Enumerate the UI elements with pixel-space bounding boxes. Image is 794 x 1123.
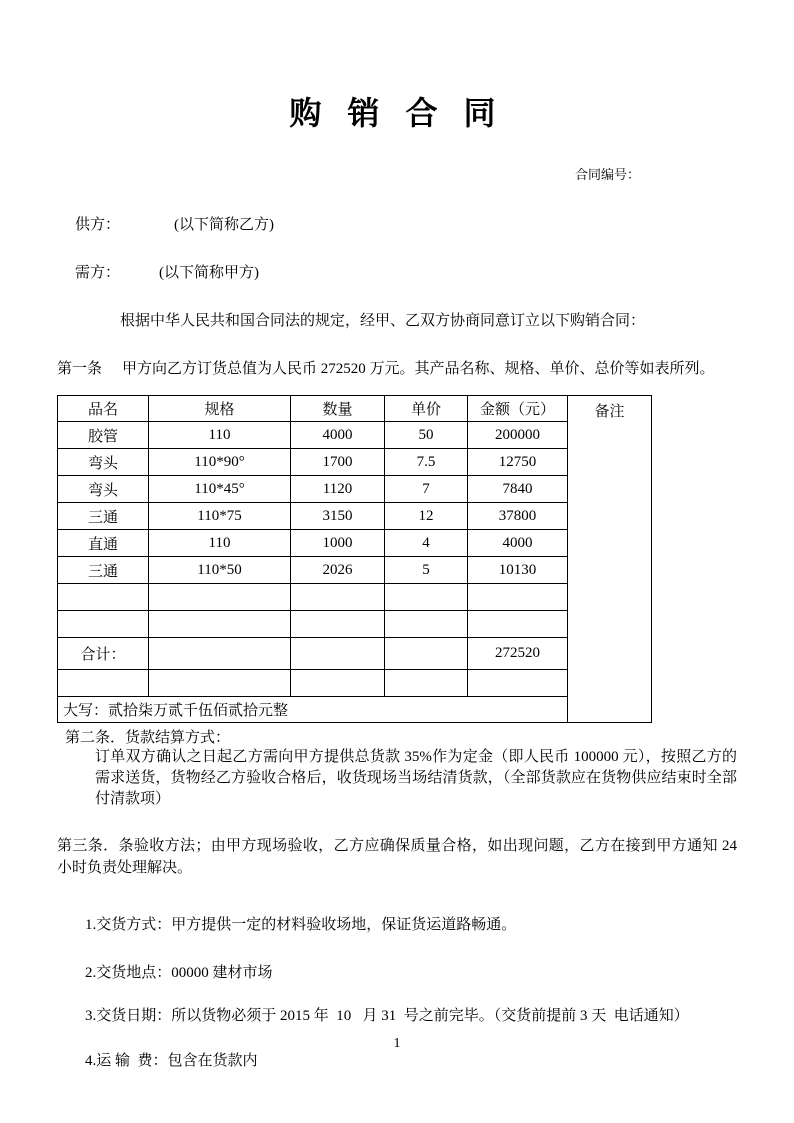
header-spec: 规格 xyxy=(149,396,291,422)
table-cell: 三通 xyxy=(58,503,149,530)
amount-in-words-row xyxy=(58,697,652,723)
table-cell xyxy=(58,611,149,638)
page-number: 1 xyxy=(393,1036,401,1051)
header-remark: 备注 xyxy=(568,396,652,723)
table-cell xyxy=(468,611,568,638)
table-cell xyxy=(468,670,568,697)
table-cell: 5 xyxy=(385,557,468,584)
table-cell xyxy=(291,670,385,697)
table-cell: 110*50 xyxy=(149,557,291,584)
table-cell xyxy=(291,611,385,638)
table-cell xyxy=(468,584,568,611)
table-cell xyxy=(149,638,291,670)
article2-label: 第二条．货款结算方式： xyxy=(65,730,231,746)
table-cell: 110 xyxy=(149,422,291,449)
table-row xyxy=(58,670,652,697)
table-row xyxy=(58,530,652,557)
table-cell: 272520 xyxy=(468,638,568,670)
table-cell: 1700 xyxy=(291,449,385,476)
header-product-name: 品名 xyxy=(58,396,149,422)
table-cell: 200000 xyxy=(468,422,568,449)
table-cell: 三通 xyxy=(58,557,149,584)
table-cell xyxy=(385,638,468,670)
table-cell: 7840 xyxy=(468,476,568,503)
table-cell xyxy=(149,670,291,697)
table-row xyxy=(58,611,652,638)
table-row xyxy=(58,557,652,584)
table-cell: 4000 xyxy=(468,530,568,557)
table-row xyxy=(58,584,652,611)
table-cell: 4 xyxy=(385,530,468,557)
table-cell: 12750 xyxy=(468,449,568,476)
article2-body: 订单双方确认之日起乙方需向甲方提供总货款 35%作为定金（即人民币 100000 元），按照乙方的需求送货，货物经乙方验收合格后，收货现场当场结清货款，（全部货款应在货物供应结束时全部付清款项） xyxy=(95,749,737,807)
table-cell: 7 xyxy=(385,476,468,503)
delivery-place-item: 2.交货地点：00000 建材市场 xyxy=(85,964,273,981)
supplier-note: (以下简称乙方) xyxy=(174,217,275,233)
article1-text: 甲方向乙方订货总值为人民币 272520 万元。其产品名称、规格、单价、总价等如表所列。 xyxy=(122,361,715,377)
table-cell xyxy=(291,584,385,611)
table-row xyxy=(58,449,652,476)
table-cell: 弯头 xyxy=(58,476,149,503)
header-quantity: 数量 xyxy=(291,396,385,422)
goods-table xyxy=(57,395,652,723)
table-cell: 110*90° xyxy=(149,449,291,476)
document-title: 购 销 合 同 xyxy=(289,95,505,131)
table-cell xyxy=(58,670,149,697)
table-cell: 110*75 xyxy=(149,503,291,530)
delivery-method-item: 1.交货方式：甲方提供一定的材料验收场地，保证货运道路畅通。 xyxy=(85,916,517,933)
table-row xyxy=(58,422,652,449)
table-cell: 合计： xyxy=(58,638,149,670)
table-cell xyxy=(58,584,149,611)
table-cell xyxy=(385,584,468,611)
table-cell: 50 xyxy=(385,422,468,449)
goods-table-body xyxy=(58,396,652,723)
table-cell: 1120 xyxy=(291,476,385,503)
delivery-date-item: 3.交货日期：所以货物必须于 2015 年 10 月 31 号之前完毕。（交货前提前 3 天 电话通知） xyxy=(85,1007,689,1024)
contract-number-label: 合同编号： xyxy=(575,167,641,182)
freight-fee-item: 4.运 输 费：包含在货款内 xyxy=(85,1052,258,1069)
table-row xyxy=(58,503,652,530)
table-cell xyxy=(385,670,468,697)
table-cell: 2026 xyxy=(291,557,385,584)
article1-paragraph xyxy=(57,357,737,378)
header-amount: 金额（元） xyxy=(468,396,568,422)
article3-paragraph: 第三条．条验收方法；由甲方现场验收，乙方应确保质量合格，如出现问题，乙方在接到甲方通知 24 小时负责处理解决。 xyxy=(57,838,737,876)
buyer-note: (以下简称甲方) xyxy=(159,265,260,281)
header-unit-price: 单价 xyxy=(385,396,468,422)
table-cell xyxy=(385,611,468,638)
table-cell: 110*45° xyxy=(149,476,291,503)
article1-label: 第一条 xyxy=(57,361,103,377)
table-cell xyxy=(149,611,291,638)
table-total-row xyxy=(58,638,652,670)
table-cell xyxy=(149,584,291,611)
table-cell: 弯头 xyxy=(58,449,149,476)
table-cell xyxy=(291,638,385,670)
table-cell: 37800 xyxy=(468,503,568,530)
table-cell: 7.5 xyxy=(385,449,468,476)
amount-in-words: 大写：贰拾柒万贰千伍佰贰拾元整 xyxy=(58,697,568,723)
buyer-label: 需方： xyxy=(75,265,121,281)
table-cell: 4000 xyxy=(291,422,385,449)
supplier-label: 供方： xyxy=(75,217,121,233)
table-cell: 110 xyxy=(149,530,291,557)
buyer-line xyxy=(57,261,737,282)
table-cell: 1000 xyxy=(291,530,385,557)
table-cell: 3150 xyxy=(291,503,385,530)
table-row xyxy=(58,476,652,503)
table-cell: 12 xyxy=(385,503,468,530)
table-cell: 直通 xyxy=(58,530,149,557)
table-cell: 10130 xyxy=(468,557,568,584)
supplier-line xyxy=(57,213,737,234)
intro-paragraph: 根据中华人民共和国合同法的规定，经甲、乙双方协商同意订立以下购销合同： xyxy=(120,313,646,329)
table-cell: 胶管 xyxy=(58,422,149,449)
table-header-row xyxy=(58,396,652,422)
